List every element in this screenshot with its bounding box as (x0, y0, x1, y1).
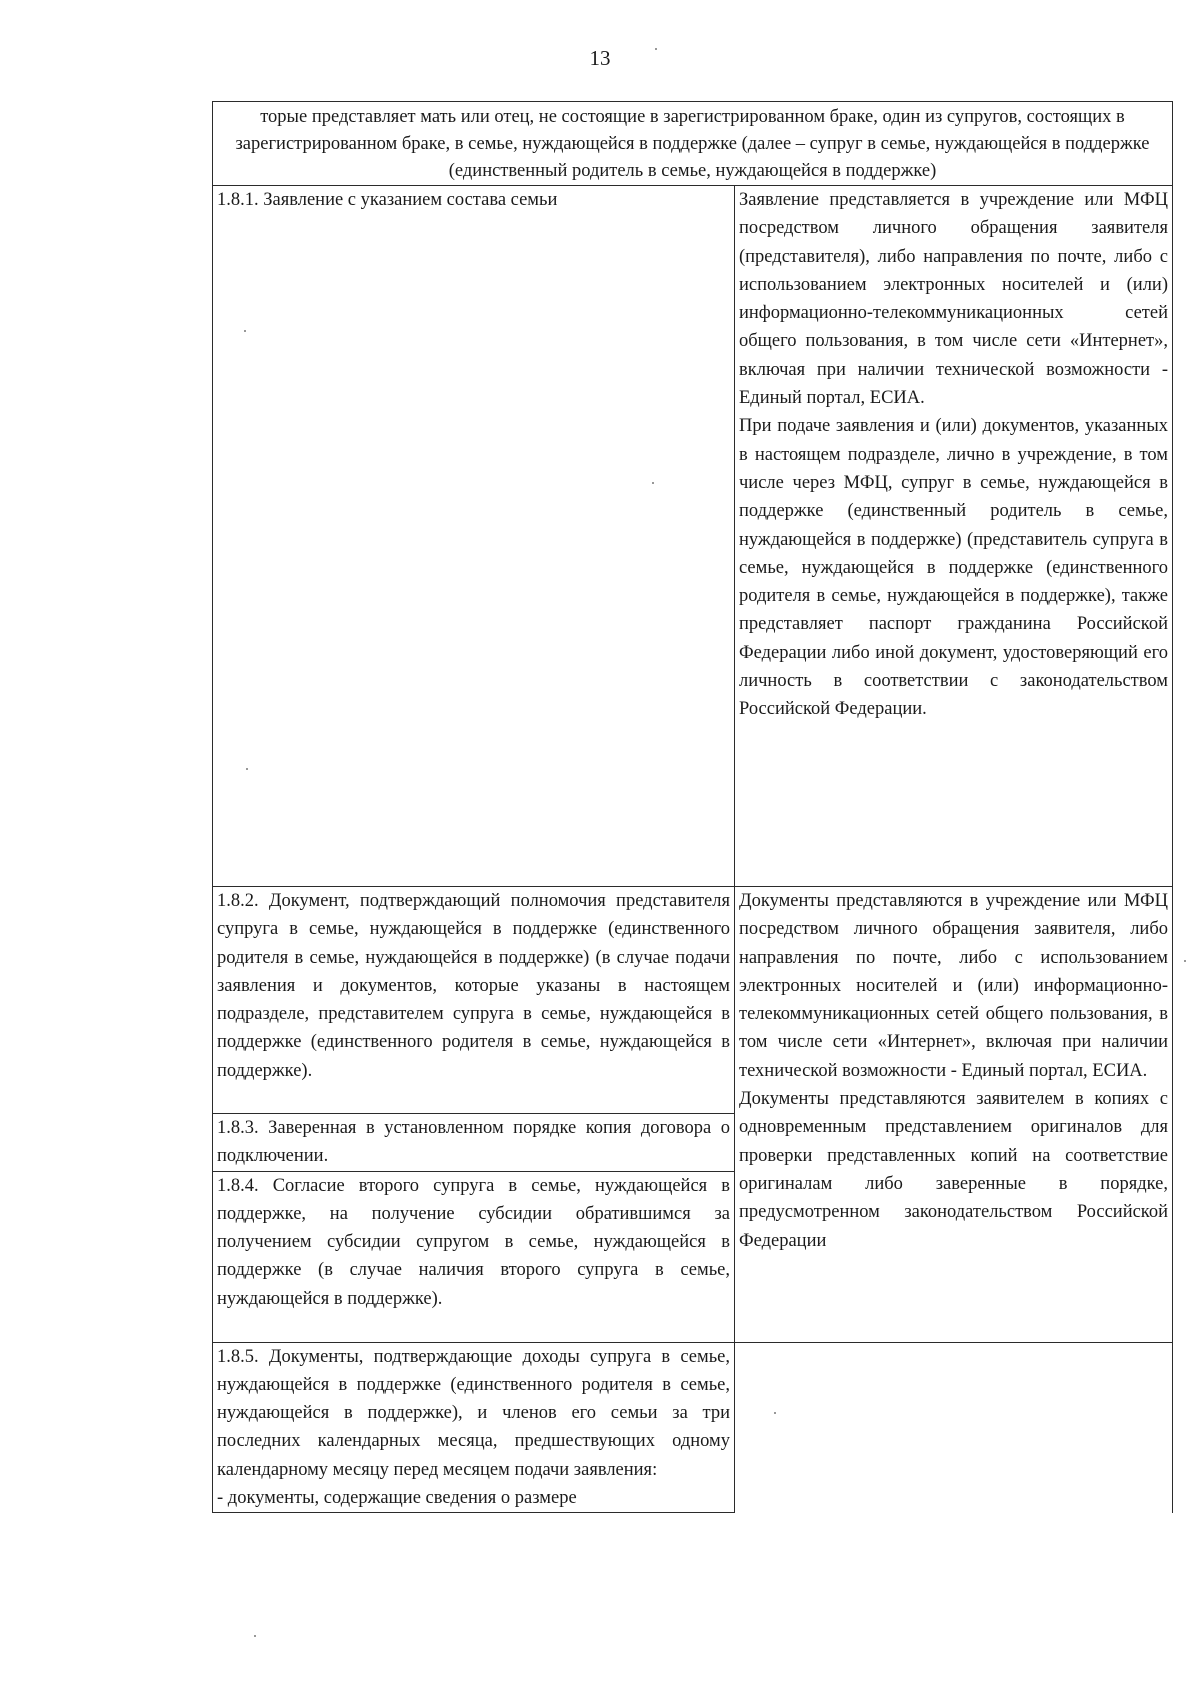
scan-speck (244, 330, 246, 332)
documents-table (212, 101, 1173, 1513)
paragraph: - документы, содержащие сведения о размере (217, 1488, 577, 1509)
paragraph: 1.8.5. Документы, подтверждающие доходы супруга в семье, нуждающейся в поддержке (единственного родителя в семье, нуждающейся в поддержке), и членов его семьи за три последних календарных месяца, предшествующих одному календарному месяцу перед месяцем подачи заявления: (217, 1346, 730, 1480)
row-1-8-2-left: 1.8.2. Документ, подтверждающий полномочия представителя супруга в семье, нуждающейся в поддержке (единственного родителя в семье, нуждающейся в поддержке) (в случае подачи заявления и документов, которые указаны в настоящем подразделе, представителем супруга в семье, нуждающейся в поддержке (единственного родителя в семье, нуждающейся в поддержке). (213, 887, 735, 1114)
scan-speck (774, 1412, 776, 1414)
row-1-8-1-right (735, 186, 1173, 887)
table-row (213, 1342, 1173, 1513)
scan-speck (246, 768, 248, 770)
table-row (213, 186, 1173, 887)
paragraph: Документы представляются в учреждение или МФЦ посредством личного обращения заявителя, либо направления по почте, либо с использованием электронных носителей и (или) информационно-телекоммуникационных сетей общего пользования, в том числе сети «Интернет», включая при наличии технической возможности - Единый портал, ЕСИА. (739, 891, 1168, 1081)
scan-speck (1184, 960, 1186, 962)
row-1-8-4-left: 1.8.4. Согласие второго супруга в семье, нуждающейся в поддержке, на получение субсидии обратившимся за получением субсидии супругом в семье, нуждающейся в поддержке (в случае наличия второго супруга в семье, нуждающейся в поддержке). (213, 1171, 735, 1342)
scan-speck (652, 482, 654, 484)
paragraph: Заявление представляется в учреждение или МФЦ посредством личного обращения заявителя (представителя), либо направления по почте, либо с использованием электронных носителей и (или) информационно-телекоммуникационных сетей общего пользования, в том числе сети «Интернет», включая при наличии технической возможности - Единый портал, ЕСИА. (739, 190, 1168, 409)
row-1-8-1-left: 1.8.1. Заявление с указанием состава семьи (213, 186, 735, 887)
row-1-8-3-left: 1.8.3. Заверенная в установленном порядке копия договора о подключении. (213, 1114, 735, 1172)
row-1-8-5-left (213, 1342, 735, 1513)
table-row (213, 887, 1173, 1114)
table-header-cell: торые представляет мать или отец, не состоящие в зарегистрированном браке, один из супругов, состоящих в зарегистрированном браке, в семье, нуждающейся в поддержке (далее – супруг в семье, нуждающейся в поддержке (единственный родитель в семье, нуждающейся в поддержке) (213, 102, 1173, 186)
table-header-row (213, 102, 1173, 186)
empty-right-cell (735, 1342, 1173, 1513)
page-number: 13 (589, 46, 611, 70)
scan-speck (655, 48, 657, 50)
paragraph: При подаче заявления и (или) документов, указанных в настоящем подразделе, лично в учреждение, в том числе через МФЦ, супруг в семье, нуждающейся в поддержке (единственный родитель в семье, нуждающейся в поддержке) (представитель супруга в семье, нуждающейся в поддержке (единственного родителя в семье, нуждающейся в поддержке), также представляет паспорт гражданина Российской Федерации либо иной документ, удостоверяющий его личность в соответствии с законодательством Российской Федерации. (739, 416, 1168, 720)
merged-right-cell (735, 887, 1173, 1343)
scan-speck (254, 1635, 256, 1637)
paragraph: Документы представляются заявителем в копиях с одновременным представлением оригиналов для проверки представленных копий на соответствие оригиналам либо заверенные в порядке, предусмотренном законодательством Российской Федерации (739, 1089, 1168, 1251)
